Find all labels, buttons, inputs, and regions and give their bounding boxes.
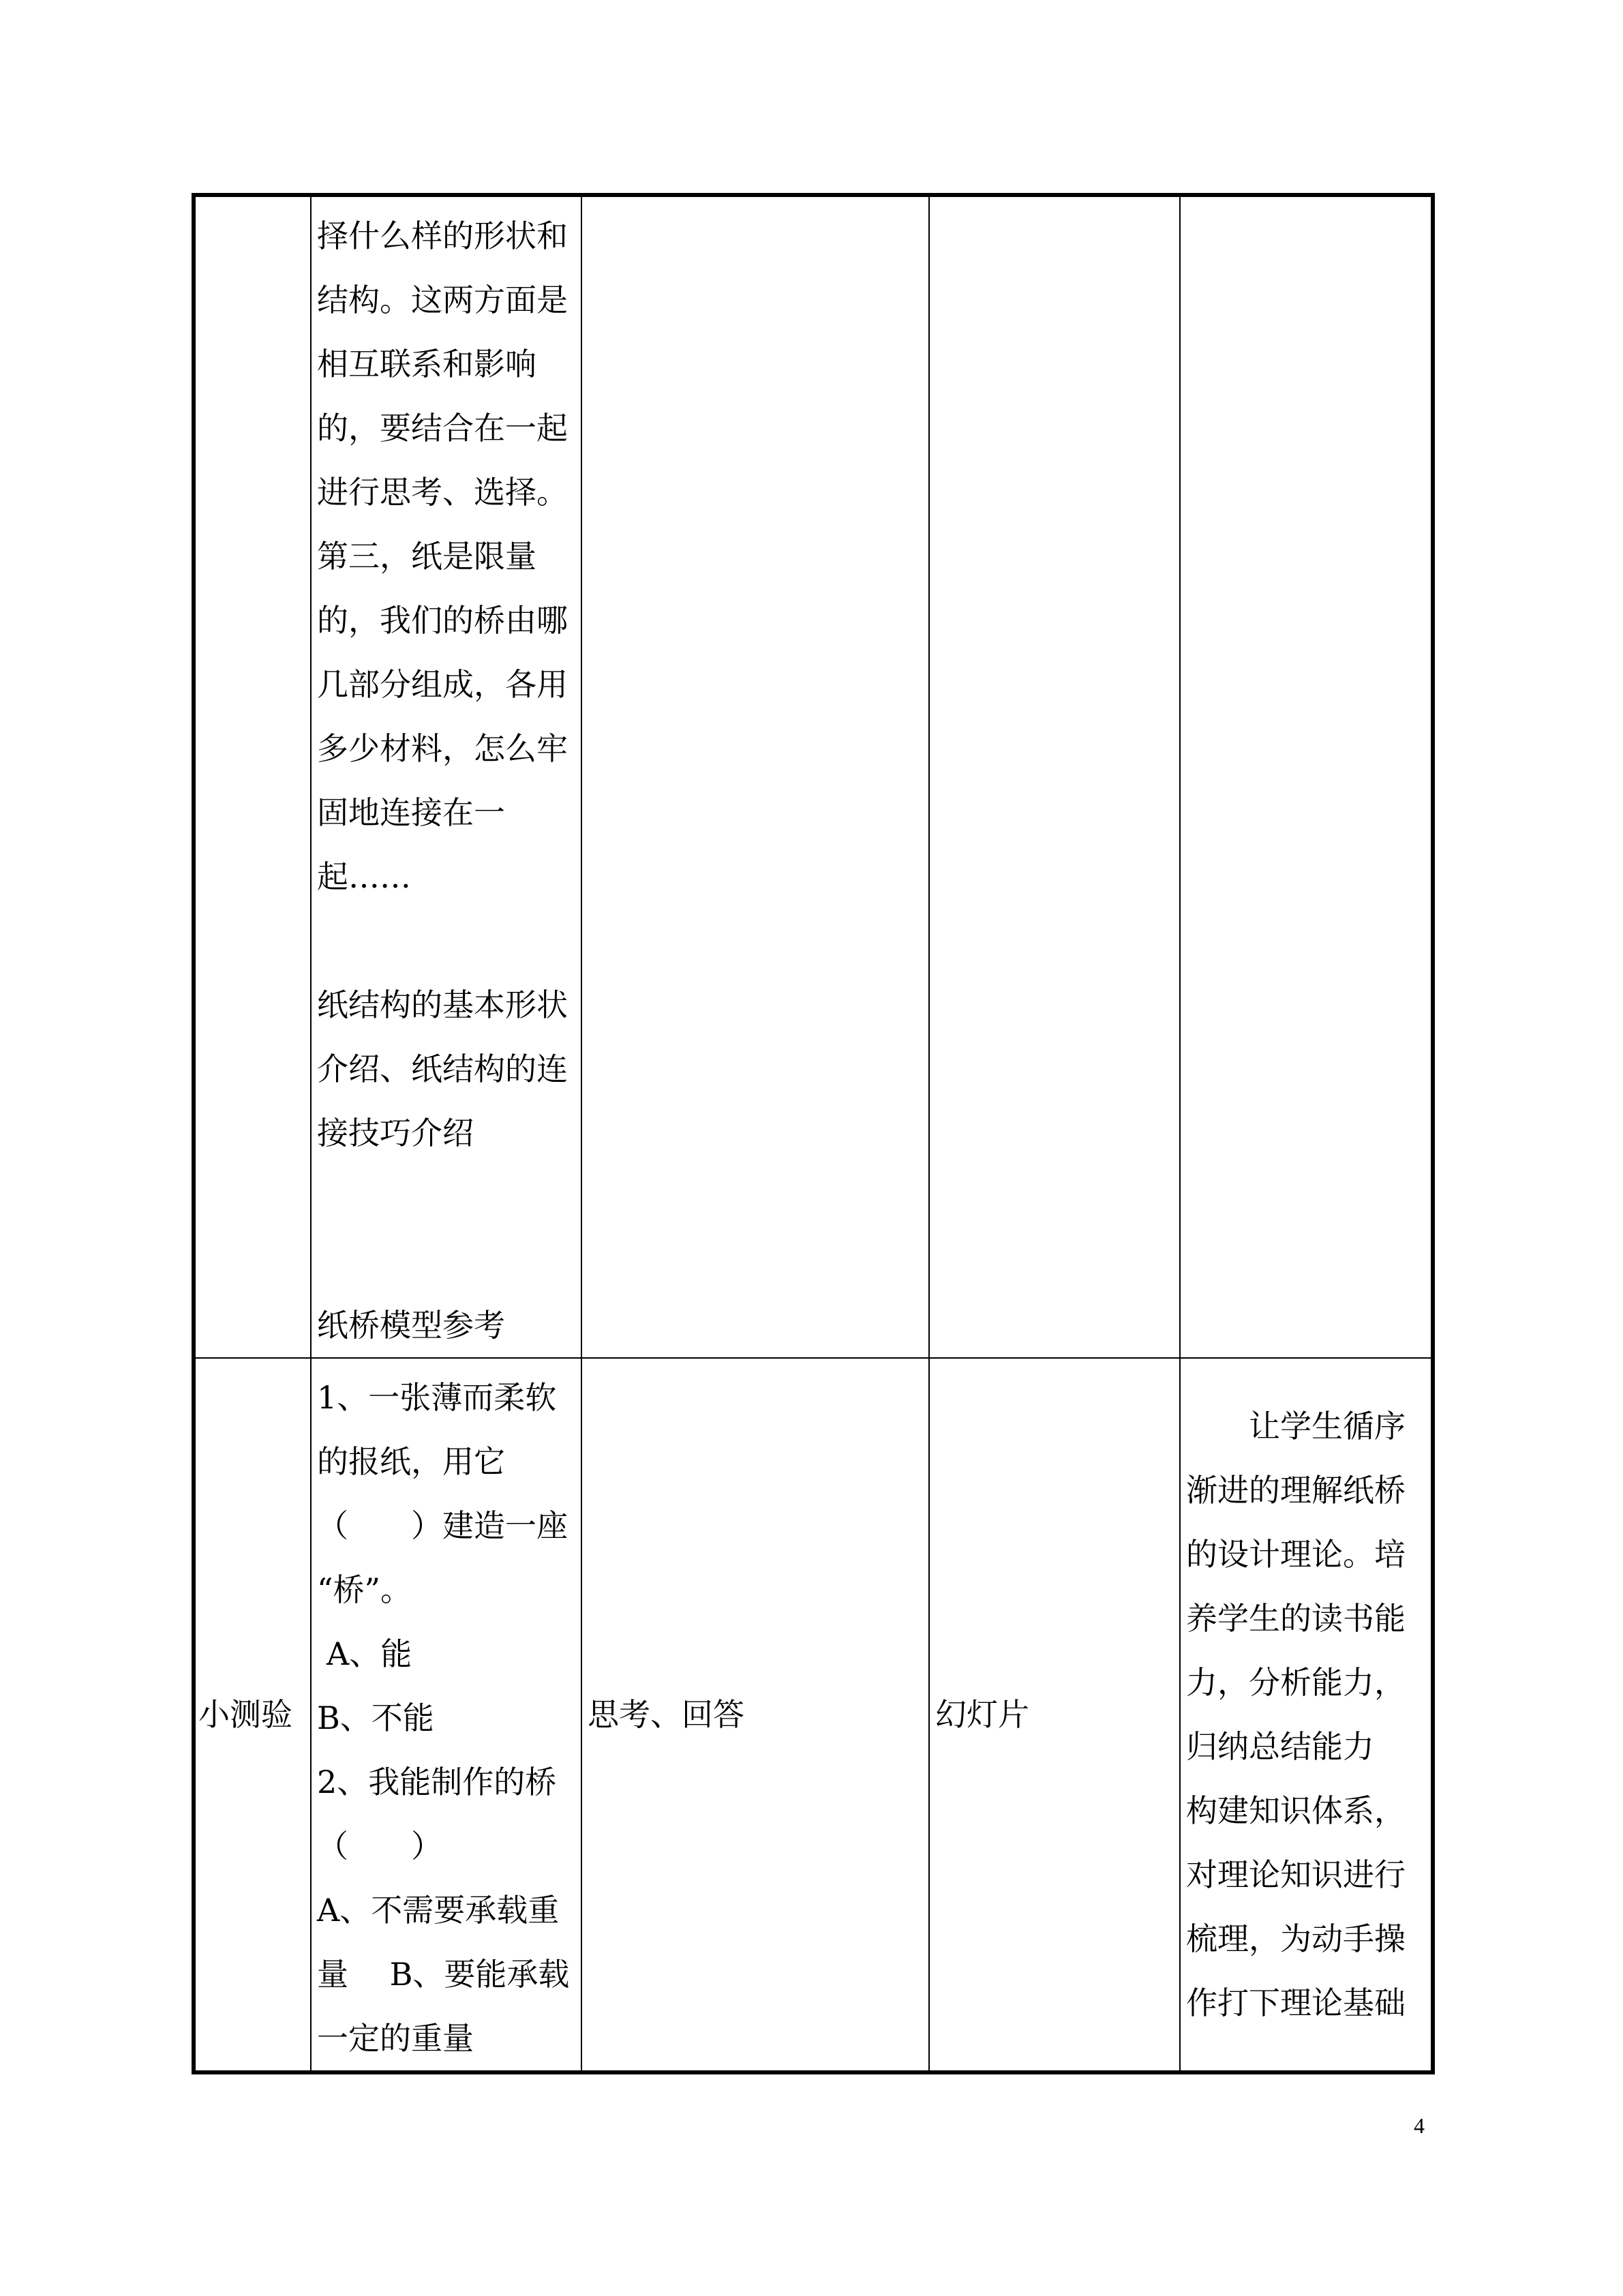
content-line: 结构。这两方面是 [317,282,568,318]
stage-label: 小测验 [198,1696,292,1733]
media-cell [929,195,1180,1358]
content-cell [311,195,581,1358]
quiz-line: 1、一张薄而柔软 [317,1379,557,1416]
quiz-line: “桥”。 [317,1571,412,1608]
intent-line: 作打下理论基础 [1186,1984,1406,2021]
content-line: 固地连接在一 [317,794,505,831]
content-line: 起…… [317,858,411,895]
content-line: 纸桥模型参考 [317,1307,505,1344]
quiz-line: 量 B、要能承载 [317,1956,570,1993]
content-line: 第三，纸是限量 [317,538,536,575]
intent-line: 的设计理论。培 [1186,1536,1406,1573]
stage-cell [194,195,311,1358]
quiz-line: （ ）建造一座 [317,1507,568,1544]
design-intent-cell [1180,1358,1433,2072]
media-cell [929,1358,1180,2072]
quiz-line: A、能 [327,1635,412,1672]
content-line: 相互联系和影响 [317,346,536,382]
content-line: 进行思考、选择。 [317,474,568,511]
quiz-line: 的报纸，用它 [317,1443,505,1480]
student-activity-text: 思考、回答 [588,1696,744,1733]
stage-cell [194,1358,311,2072]
student-activity-cell [581,1358,929,2072]
intent-line: 养学生的读书能 [1186,1600,1406,1637]
quiz-line: A、不需要承载重 [317,1892,560,1929]
table-row [194,195,1433,1358]
design-intent-cell [1180,195,1433,1358]
quiz-line: 一定的重量 [317,2020,474,2057]
quiz-line: 2、我能制作的桥 [317,1764,557,1800]
intent-line: 渐进的理解纸桥 [1186,1472,1406,1509]
intent-line: 构建知识体系， [1186,1792,1406,1829]
intent-line: 梳理，为动手操 [1186,1920,1406,1957]
table-row [194,1358,1433,2072]
page-number: 4 [1414,2113,1425,2138]
quiz-content-cell [311,1358,581,2072]
content-line: 接技巧介绍 [317,1115,474,1151]
quiz-line: （ ） [317,1828,442,1864]
content-line: 择什么样的形状和 [317,217,568,254]
intent-line: 归纳总结能力 [1186,1728,1374,1765]
intent-line: 对理论知识进行 [1186,1856,1406,1893]
content-line: 的，我们的桥由哪 [317,602,568,639]
lesson-plan-table [192,193,1435,2074]
content-line: 介绍、纸结构的连 [317,1051,568,1087]
media-text: 幻灯片 [935,1696,1029,1733]
content-line: 的，要结合在一起 [317,410,568,447]
student-activity-cell [581,195,929,1358]
content-line: 几部分组成，各用 [317,666,568,703]
content-line: 多少材料，怎么牢 [317,730,568,767]
content-line: 纸结构的基本形状 [317,986,568,1023]
quiz-line: B、不能 [317,1700,434,1736]
intent-line: 让学生循序 [1249,1408,1406,1445]
intent-line: 力，分析能力， [1186,1664,1406,1701]
